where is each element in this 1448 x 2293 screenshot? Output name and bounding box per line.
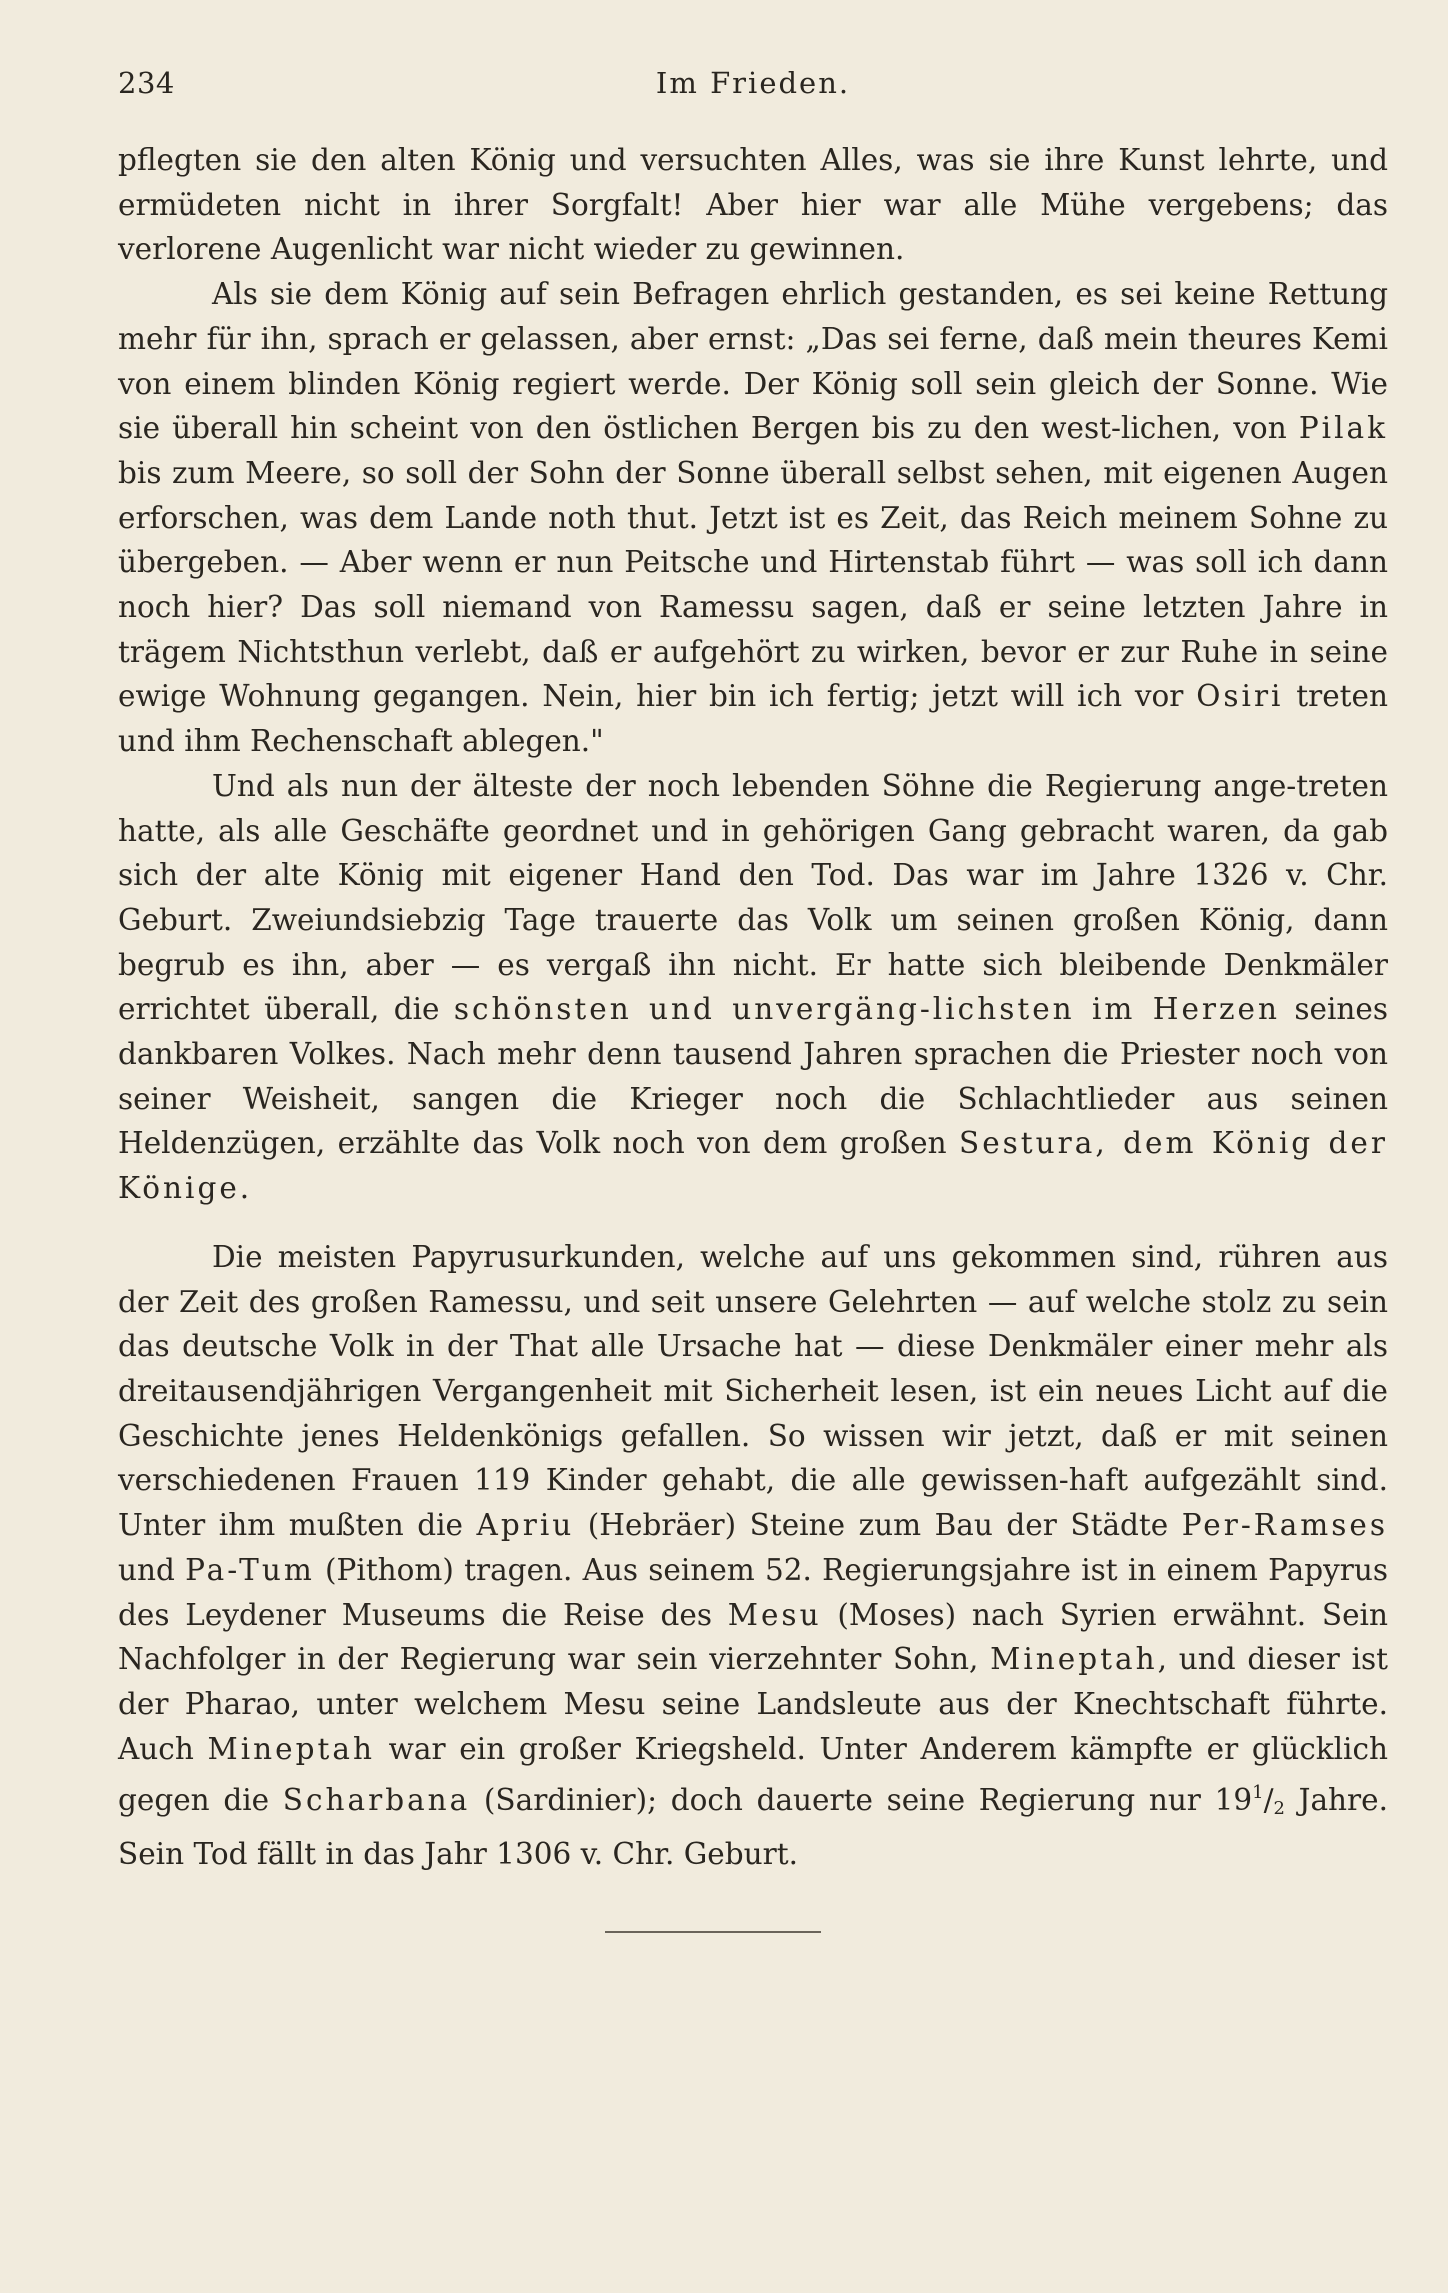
closing-rule (605, 1931, 821, 1933)
paragraph-text: Jahre. Sein Tod fällt in das Jahr 1306 v. Chr. Geburt. (118, 1783, 1388, 1872)
paragraph-text: (Moses) nach Syrien erwähnt. Sein Nachfolger in der Regierung war sein vierzehnter Sohn, (118, 1597, 1388, 1677)
spaced-phrase: Sestura, dem König der Könige. (118, 1126, 1388, 1206)
spaced-name: Mesu (727, 1597, 822, 1632)
spaced-name: Osiri (1196, 679, 1284, 714)
spaced-name: Apriu (476, 1508, 575, 1543)
paragraph-text: pflegten sie den alten König und versuchten Alles, was sie ihre Kunst lehrte, und ermüdeten nicht in ihrer Sorgfalt! Aber hier war alle Mühe vergebens; das verlorene Augenlicht war nicht wieder zu gewinnen. (118, 143, 1388, 267)
paragraph-text: (Hebräer) Steine zum Bau der Städte (574, 1508, 1182, 1543)
section-gap (118, 1211, 1388, 1235)
spaced-name: Mineptah (207, 1731, 375, 1766)
spaced-name: Per-Ramses (1181, 1508, 1388, 1543)
paragraph-text: (Sardinier); doch dauerte seine Regierung nur 19 (470, 1783, 1253, 1818)
running-title: Im Frieden. (655, 66, 851, 100)
paragraph-text: Und als nun der älteste der noch lebenden Söhne die Regierung ange-treten hatte, als alle Geschäfte geordnet und in gehörigen Gang gebracht waren, da gab sich der alte König mit eigener Hand den Tod. Das war im Jahre 1326 v. Chr. Geburt. Zweiundsiebzig Tage trauerte das Volk um seinen großen König, dann begrub es ihn, aber — es vergaß ihn nicht. Er hatte sich bleibende Denkmäler errichtet überall, die (118, 768, 1388, 1027)
paragraph-3 (118, 764, 1388, 1211)
paragraph-text: , und dieser ist der Pharao, unter welchem Mesu seine Landsleute aus der Knechtschaft führte. Auch (118, 1642, 1388, 1766)
page (118, 60, 1388, 1933)
spaced-name: Scharbana (282, 1783, 471, 1818)
paragraph-text: (Pithom) tragen. Aus seinem 52. Regierungsjahre ist in einem Papyrus des Leydener Museums die Reise des (118, 1552, 1388, 1632)
paragraph-text: bis zum Meere, so soll der Sohn der Sonne überall selbst sehen, mit eigenen Augen erforschen, was dem Lande noth thut. Jetzt ist es Zeit, das Reich meinem Sohne zu übergeben. — Aber wenn er nun Peitsche und Hirtenstab führt — was soll ich dann noch hier? Das soll niemand von Ramessu sagen, daß er seine letzten Jahre in trägem Nichtsthun verlebt, daß er aufgehört zu wirken, bevor er zur Ruhe in seine ewige Wohnung gegangen. Nein, hier bin ich fertig; jetzt will ich vor (118, 455, 1388, 714)
paragraph-1 (118, 138, 1388, 272)
paragraph-text: Als sie dem König auf sein Befragen ehrlich gestanden, es sei keine Rettung mehr für ihn, sprach er gelassen, aber ernst: „Das sei ferne, daß mein theures Kemi von einem blinden König regiert werde. Der König soll sein gleich der Sonne. Wie sie überall hin scheint von den östlichen Bergen bis zu den west-lichen, von (118, 277, 1388, 446)
note-paragraph: Die meisten Papyrusurkunden, welche auf uns gekommen sind, rühren aus der Zeit des großen Ramessu, und seit unsere Gelehrten — auf welche stolz zu sein das deutsche Volk in der That alle Ursache hat — diese Denkmäler einer mehr als dreitausendjährigen Vergangenheit mit Sicherheit lesen, ist ein neues Licht auf die Geschichte jenes Heldenkönigs gefallen. So wissen wir jetzt, daß er mit seinen verschiedenen Frauen 119 Kinder gehabt, die alle gewissen-haft aufgezählt sind. Unter ihm mußten die Apriu (Hebräer) Steine zum Bau der Städte Per-Ramses und Pa-Tum (Pithom) tragen. Aus seinem 52. Regierungsjahre ist in einem Papyrus des Leydener Museums die Reise des Mesu (Moses) nach Syrien erwähnt. Sein Nachfolger in der Regierung war sein vierzehnter Sohn, Mineptah, und dieser ist der Pharao, unter welchem Mesu seine Landsleute aus der Knechtschaft führte. Auch Mineptah war ein großer Kriegsheld. Unter Anderem kämpfte er glücklich gegen die Scharbana (Sardinier); doch dauerte seine Regierung nur $19^1/_2$ Jahre. Sein Tod fällt in das Jahr 1306 v. Chr. Geburt. (118, 1239, 1388, 1872)
page-number: 234 (118, 66, 175, 100)
spaced-name: Pa-Tum (185, 1552, 315, 1587)
spaced-name: Pilak (1298, 411, 1388, 446)
spaced-name: Mineptah (990, 1642, 1158, 1677)
paragraph-2 (118, 272, 1388, 764)
fraction-numerator: 1 (1252, 1782, 1264, 1804)
paragraph-text: Die meisten Papyrusurkunden, welche auf uns gekommen sind, rühren aus der Zeit des großen Ramessu, und seit unsere Gelehrten — auf welche stolz zu sein das deutsche Volk in der That alle Ursache hat — diese Denkmäler einer mehr als dreitausendjährigen Vergangenheit mit Sicherheit lesen, ist ein neues Licht auf die Geschichte jenes Heldenkönigs gefallen. So wissen wir jetzt, daß er mit seinen verschiedenen Frauen 119 Kinder gehabt, die alle gewissen-haft aufgezählt sind. Unter ihm mußten die (118, 1239, 1388, 1543)
paragraph-text: und (118, 1552, 186, 1587)
running-header (118, 60, 1388, 112)
paragraph-text: treten und ihm Rechenschaft ablegen." (118, 679, 1388, 759)
paragraph-text: seines dankbaren Volkes. Nach mehr denn tausend Jahren sprachen die Priester noch von seiner Weisheit, sangen die Krieger noch die Schlachtlieder aus seinen Heldenzügen, erzählte das Volk noch von dem großen (118, 992, 1388, 1161)
fraction-denominator: 2 (1273, 1798, 1285, 1820)
spaced-phrase: schönsten und unvergäng-lichsten im Herzen (453, 992, 1281, 1027)
paragraph-text: war ein großer Kriegsheld. Unter Anderem kämpfte er glücklich gegen die (118, 1731, 1388, 1818)
